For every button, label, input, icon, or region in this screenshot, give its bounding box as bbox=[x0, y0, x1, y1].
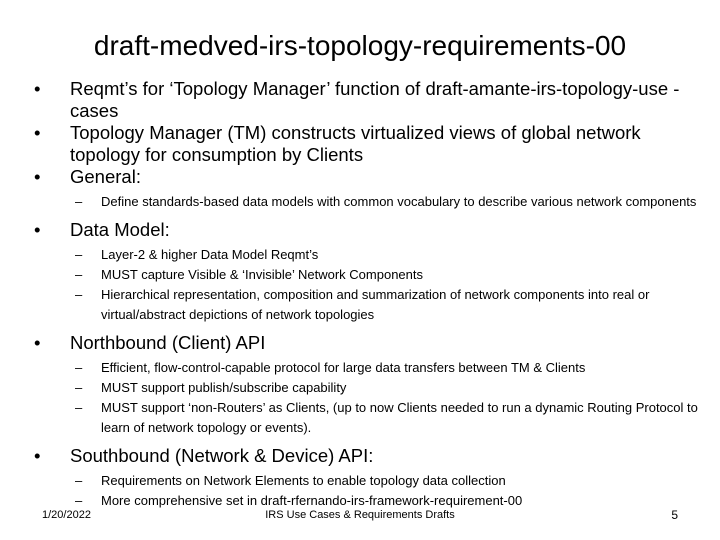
sub-bullet-text: MUST support publish/subscribe capability bbox=[101, 380, 347, 395]
sub-bullet-item bbox=[28, 245, 698, 265]
bullet-item bbox=[28, 332, 698, 354]
dash-icon: – bbox=[75, 287, 83, 302]
bullet-text: General: bbox=[70, 166, 141, 187]
bullet-text: Northbound (Client) API bbox=[70, 332, 266, 353]
slide-title: draft-medved-irs-topology-requirements-00 bbox=[93, 30, 627, 61]
sub-bullet-text: More comprehensive set in draft-rfernando-irs-framework-requirement-00 bbox=[101, 493, 523, 508]
dash-icon: – bbox=[75, 380, 83, 395]
sub-bullet-text: MUST support ‘non-Routers’ as Clients, (up to now Clients needed to run a dynamic Routing Protocol to learn of network topology or events). bbox=[101, 400, 698, 435]
bullet-item bbox=[28, 445, 698, 467]
bullet-text: Data Model: bbox=[70, 219, 170, 240]
sub-bullet-text: MUST capture Visible & ‘Invisible’ Network Components bbox=[101, 267, 424, 282]
sub-bullet-item bbox=[28, 285, 698, 325]
dash-icon: – bbox=[75, 247, 83, 262]
bullet-icon: • bbox=[34, 332, 41, 353]
bullet-text: Topology Manager (TM) constructs virtualized views of global network topology for consumption by Clients bbox=[70, 122, 641, 165]
sub-bullet-text: Hierarchical representation, composition and summarization of network components into real or virtual/abstract depictions of network topologies bbox=[101, 287, 650, 322]
dash-icon: – bbox=[75, 400, 83, 415]
sub-bullet-item bbox=[28, 265, 698, 285]
slide-body bbox=[28, 78, 698, 511]
sub-bullet-item bbox=[28, 378, 698, 398]
sub-bullet-item bbox=[28, 398, 698, 438]
bullet-text: Southbound (Network & Device) API: bbox=[70, 445, 374, 466]
sub-bullet-item bbox=[28, 192, 698, 212]
bullet-item bbox=[28, 166, 698, 188]
dash-icon: – bbox=[75, 473, 83, 488]
sub-bullet-text: Define standards-based data models with common vocabulary to describe various network components bbox=[101, 194, 697, 209]
bullet-icon: • bbox=[34, 78, 41, 99]
bullet-text: Reqmt’s for ‘Topology Manager’ function of draft-amante-irs-topology-use -cases bbox=[70, 78, 680, 121]
footer-title: IRS Use Cases & Requirements Drafts bbox=[265, 509, 455, 521]
bullet-icon: • bbox=[34, 166, 41, 187]
dash-icon: – bbox=[75, 267, 83, 282]
sub-bullet-item bbox=[28, 358, 698, 378]
dash-icon: – bbox=[75, 493, 83, 508]
sub-bullet-text: Layer-2 & higher Data Model Reqmt’s bbox=[101, 247, 319, 262]
dash-icon: – bbox=[75, 360, 83, 375]
bullet-icon: • bbox=[34, 445, 41, 466]
dash-icon: – bbox=[75, 194, 83, 209]
sub-bullet-text: Efficient, flow-control-capable protocol for large data transfers between TM & Clients bbox=[101, 360, 586, 375]
bullet-icon: • bbox=[34, 122, 41, 143]
sub-bullet-item bbox=[28, 471, 698, 491]
footer-date: 1/20/2022 bbox=[42, 509, 91, 521]
bullet-item bbox=[28, 122, 698, 166]
page-number: 5 bbox=[671, 508, 678, 522]
bullet-item bbox=[28, 219, 698, 241]
bullet-item bbox=[28, 78, 698, 122]
bullet-icon: • bbox=[34, 219, 41, 240]
sub-bullet-text: Requirements on Network Elements to enable topology data collection bbox=[101, 473, 506, 488]
